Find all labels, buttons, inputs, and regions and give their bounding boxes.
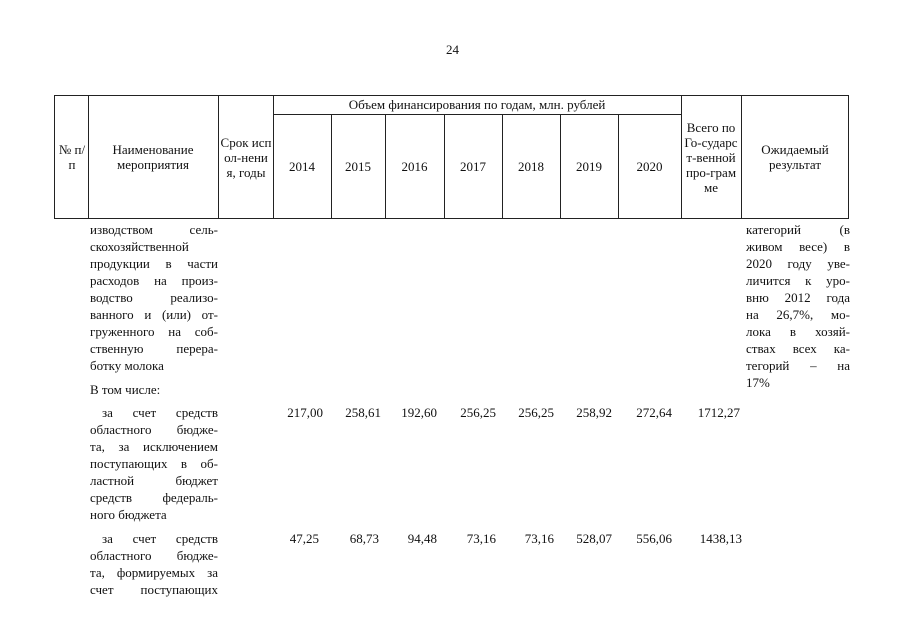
- row-2-line: счет поступающих: [90, 582, 218, 597]
- result-line: категорий (в: [746, 222, 850, 237]
- result-line: вню 2012 года: [746, 290, 850, 305]
- result-line: личится к уро-: [746, 273, 850, 288]
- row-2-value-2020: 556,06: [636, 531, 672, 546]
- header-year-2017: 2017: [460, 159, 486, 174]
- intro-line: водство реализо-: [90, 290, 218, 305]
- row-1-line: средств федераль-: [90, 490, 218, 505]
- row-1-value-2014: 217,00: [287, 405, 323, 420]
- result-line: на 26,7%, мо-: [746, 307, 850, 322]
- result-line: ствах всех ка-: [746, 341, 850, 356]
- row-2-value-2016: 94,48: [407, 531, 437, 546]
- header-year-2016: 2016: [401, 159, 428, 174]
- row-1-line: за счет средств: [102, 405, 218, 420]
- row-1-value-2018: 256,25: [518, 405, 554, 420]
- intro-line: ванного и (или) от-: [90, 307, 218, 322]
- row-1-line: ластной бюджет: [90, 473, 218, 488]
- row-1-line: та, за исключением: [90, 439, 218, 454]
- intro-text: [90, 221, 218, 374]
- row-1-value-2020: 272,64: [636, 405, 672, 420]
- header-year-2018: 2018: [518, 159, 544, 174]
- header-year-2014: 2014: [289, 159, 315, 174]
- row-2-description: [90, 530, 218, 598]
- row-2-value-2017: 73,16: [466, 531, 496, 546]
- row-2-line: та, формируемых за: [90, 565, 218, 580]
- header-year-2020: 2020: [636, 159, 663, 174]
- header-name: Наименование мероприятия: [112, 142, 194, 172]
- header-term: Срок испол-нения, годы: [220, 134, 272, 180]
- intro-line: ственную перера-: [90, 341, 218, 356]
- row-2-total: 1438,13: [699, 531, 742, 546]
- row-1-value-2015: 258,61: [345, 405, 381, 420]
- row-2-line: за счет средств: [102, 531, 218, 546]
- header-total: Всего по Го-сударст-венной про-грамме: [684, 119, 738, 195]
- intro-line: расходов на произ-: [90, 273, 218, 288]
- row-1-total: 1712,27: [697, 405, 740, 420]
- header-year-2019: 2019: [576, 159, 602, 174]
- header-funding: Объем финансирования по годам, млн. рублей: [348, 97, 606, 112]
- row-1-value-2017: 256,25: [460, 405, 496, 420]
- row-2-value-2014: 47,25: [289, 531, 319, 546]
- subheading: В том числе:: [90, 382, 161, 397]
- row-1-value-2016: 192,60: [401, 405, 437, 420]
- intro-line: груженного на соб-: [90, 324, 218, 339]
- intro-line: ботку молока: [90, 358, 164, 373]
- header-result: Ожидаемый результат: [761, 142, 829, 172]
- expected-result-text: [746, 221, 850, 391]
- header-num: № п/п: [58, 142, 86, 172]
- result-line: 2020 году уве-: [746, 256, 850, 271]
- row-1-value-2019: 258,92: [576, 405, 612, 420]
- result-line: тегорий – на: [746, 358, 850, 373]
- page-number: 24: [446, 42, 459, 57]
- intro-line: продукции в части: [90, 256, 218, 271]
- row-2-value-2018: 73,16: [524, 531, 554, 546]
- intro-line: скохозяйственной: [90, 239, 189, 254]
- table-header: [54, 95, 849, 219]
- row-1-line: поступающих в об-: [90, 456, 218, 471]
- row-2-line: областного бюдже-: [90, 548, 218, 563]
- row-1-line: областного бюдже-: [90, 422, 218, 437]
- row-2-value-2019: 528,07: [576, 531, 612, 546]
- result-line: лока в хозяй-: [746, 324, 850, 339]
- row-2-value-2015: 68,73: [349, 531, 379, 546]
- intro-line: изводством сель-: [90, 222, 218, 237]
- row-1-description: [90, 404, 218, 523]
- header-year-2015: 2015: [345, 159, 371, 174]
- result-line: живом весе) в: [746, 239, 850, 254]
- row-1-line: ного бюджета: [90, 507, 167, 522]
- result-line: 17%: [746, 375, 770, 390]
